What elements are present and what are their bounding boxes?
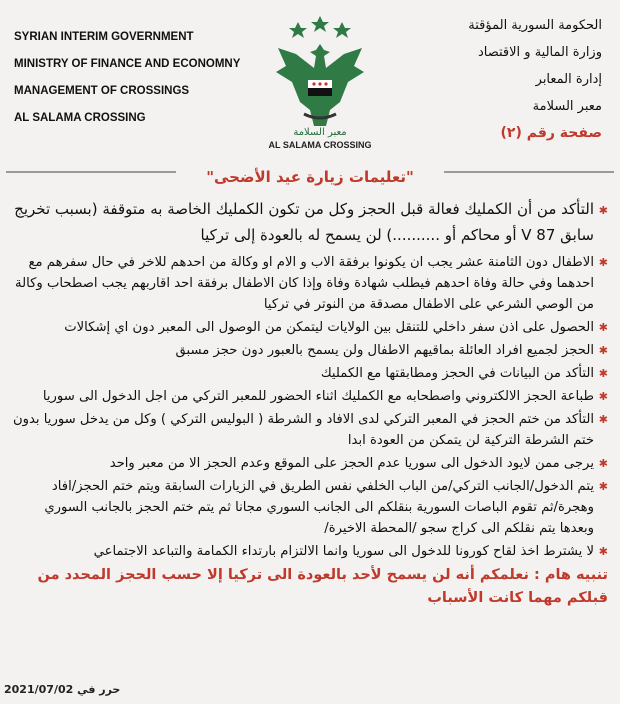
bullet-star-icon: ✱ (598, 413, 608, 426)
header-arabic (402, 12, 602, 147)
list-item: ✱ يتم الدخول/الجانب التركي/من الباب الخلفي نفس الطريق في الزيارات السابقة ويتم ختم الحجز/افاد وهجرة/ثم تقوم الباصات السورية بنقلكم الى الجانب السوري مجانا ثم يتم ختم الحجز بالجانب السوري وبعدها يتم نقلكم الى كراج سجو /المحطة الاخيرة/ (8, 476, 608, 539)
list-item: ✱ الحصول على اذن سفر داخلي للتنقل بين الولايات ليتمكن من الوصول الى المعبر دون اي إشكالات (8, 317, 608, 338)
header-ar-line: الحكومة السورية المؤقتة (468, 18, 602, 33)
list-item: ✱ التأكد من البيانات في الحجز ومطابقتها مع الكمليك (8, 363, 608, 384)
header-ar-line: معبر السلامة (532, 99, 602, 114)
logo-english-caption: AL SALAMA CROSSING (268, 140, 372, 150)
header-en-line: MINISTRY OF FINANCE AND ECONOMNY (14, 58, 241, 70)
header-en-line: SYRIAN INTERIM GOVERNMENT (14, 31, 194, 43)
bullet-star-icon: ✱ (598, 204, 608, 217)
header-english (14, 24, 274, 132)
page-title: "تعليمات زيارة عيد الأضحى" (206, 168, 414, 186)
header-en-line: MANAGEMENT OF CROSSINGS (14, 85, 190, 97)
list-item: ✱ يرجى ممن لايود الدخول الى سوريا عدم الحجز على الموقع وعدم الحجز الا من معبر واحد (8, 453, 608, 474)
page-number: صفحة رقم (٢) (500, 125, 602, 141)
important-notice: تنبيه هام : نعلمكم أنه لن يسمح لأحد بالعودة الى تركيا إلا حسب الحجز المحدد من قبلكم مهما كانت الأسباب (37, 567, 608, 606)
list-item: ✱ لا يشترط اخذ لقاح كورونا للدخول الى سوريا وانما الالتزام بارتداء الكمامة والتباعد الاجتماعي (8, 541, 608, 562)
logo-arabic-caption: معبر السلامة (293, 127, 347, 138)
list-item: ✱ التأكد من ختم الحجز في المعبر التركي لدى الافاد و الشرطة ( البوليس التركي ) وكل من يدخل سوريا بدون ختم الشرطة التركية لن يتمكن من العودة ابدا (8, 409, 608, 451)
bullet-star-icon: ✱ (598, 390, 608, 403)
header-ar-line: إدارة المعابر (535, 72, 602, 87)
list-item: ✱ الاطفال دون الثامنة عشر يجب ان يكونوا برفقة الاب و الام او وكالة من احدهم للاخر في حال سفرهم مع احدهما وفي حالة وفاة احدهم فيطلب شهادة وفاة وإذا كان الاطفال برفقة احد اقاربهم يجب اصطحاب وكالة من الوصي الشرعي على الاطفال مصدقة من النوتر في تركيا (8, 252, 608, 315)
bullet-star-icon: ✱ (598, 480, 608, 493)
issue-date: حرر في 2021/07/02 (4, 683, 121, 696)
list-item: ✱ طباعة الحجز الالكتروني واصطحابه مع الكمليك اثناء الحضور للمعبر التركي من اجل الدخول الى سوريا (8, 386, 608, 407)
bullet-star-icon: ✱ (598, 367, 608, 380)
bullet-star-icon: ✱ (598, 321, 608, 334)
list-item: ✱ التأكد من أن الكمليك فعالة قبل الحجز وكل من تكون الكمليك الخاصة به متوقفة (بسبب تخريج سابق V 87 أو محاكم أو ..........) لن يسمح له بالعودة إلى تركيا (14, 200, 608, 244)
bullet-star-icon: ✱ (598, 256, 608, 269)
header-ar-line: وزارة المالية و الاقتصاد (477, 45, 602, 60)
bullet-star-icon: ✱ (598, 344, 608, 357)
bullet-star-icon: ✱ (598, 457, 608, 470)
list-item: ✱ الحجز لجميع افراد العائلة بماقيهم الاطفال ولن يسمح بالعبور دون حجز مسبق (8, 340, 608, 361)
instructions-list (8, 196, 608, 610)
header-en-line: AL SALAMA CROSSING (14, 112, 146, 124)
bullet-star-icon: ✱ (598, 545, 608, 558)
